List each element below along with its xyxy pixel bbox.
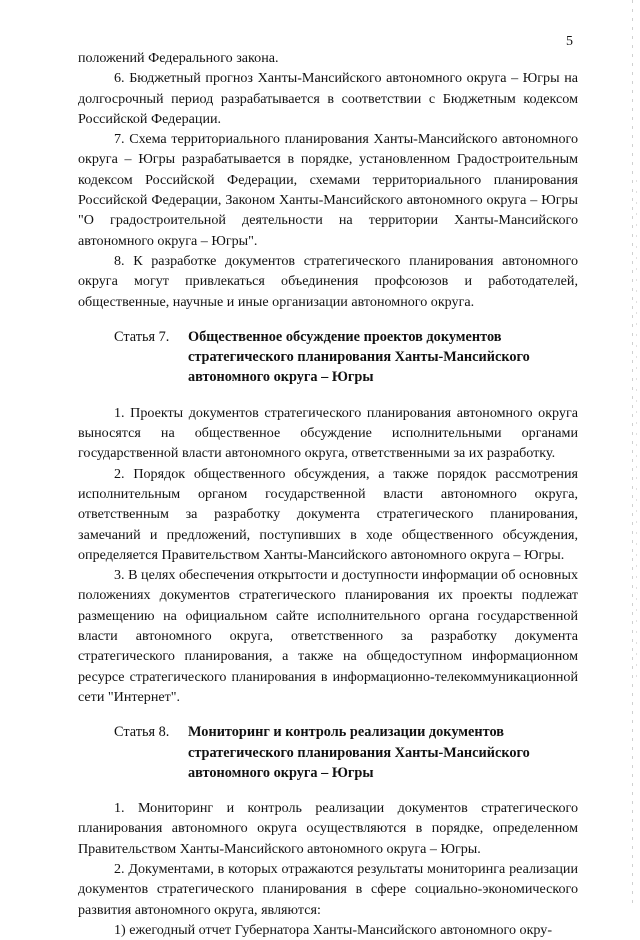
scan-edge-mark-secondary [636,180,637,680]
paragraph-continuation: положений Федерального закона. [78,50,279,66]
article-8-heading [78,722,578,783]
article-8-paragraph-3: 1) ежегодный отчет Губернатора Ханты-Мансийского автономного окру- [114,921,553,938]
article-8-title: Мониторинг и контроль реализации документов стратегического планирования Ханты-Мансийского автономного округа – Югры [188,724,530,781]
article-7-label: Статья 7. [114,328,170,345]
article-7-heading [78,327,578,388]
paragraph-item-8: 8. К разработке документов стратегического планирования автономного округа могут привлекаться объединения профсоюзов и работодателей, общественные, научные и иные организации автономного округа. [78,252,578,310]
article-7-title: Общественное обсуждение проектов документов стратегического планирования Ханты-Мансийского автономного округа – Югры [188,328,530,386]
article-7-paragraph-1: 1. Проекты документов стратегического планирования автономного округа выносятся на общественное обсуждение исполнительными органами государственной власти автономного округа, ответственными за их разработку. [78,404,578,462]
article-8-paragraph-2: 2. Документами, в которых отражаются результаты мониторинга реализации документов стратегического планирования в сфере социально-экономического развития автономного округа, являются: [78,860,578,918]
article-8-paragraph-1: 1. Мониторинг и контроль реализации документов стратегического планирования автономного округа осуществляются в порядке, определенном Правительством Ханты-Мансийского автономного округа – Югры. [78,800,578,857]
article-8-label: Статья 8. [114,724,170,741]
paragraph-item-7: 7. Схема территориального планирования Ханты-Мансийского автономного округа – Югры разрабатывается в порядке, установленном Градостроительным кодексом Российской Федерации, схемами территориального планирования Российской Федерации, Законом Ханты-Мансийского автономного округа – Югры "О градостроительной деятельности на территории Ханты-Мансийского автономного округа – Югры". [78,131,578,249]
article-7-paragraph-2: 2. Порядок общественного обсуждения, а также порядок рассмотрения исполнительным органом государственной власти автономного округа, ответственным за разработку документа стратегического планирования, замечаний и предложений, поступивших в ходе общественного обсуждения, определяется Правительством Ханты-Мансийского автономного округа – Югры. [78,465,578,563]
scan-edge-mark [632,0,633,905]
page-number: 5 [566,34,573,49]
article-7-paragraph-3: 3. В целях обеспечения открытости и доступности информации об основных положениях документов стратегического планирования их проекты подлежат размещению на официальном сайте исполнительного органа государственной власти автономного округа, ответственного за разработку документа стратегического планирования, а также на общедоступном информационном ресурсе стратегического планирования в информационно-телекоммуникационной сети "Интернет". [78,567,578,705]
document-body [78,48,578,940]
paragraph-item-6: 6. Бюджетный прогноз Ханты-Мансийского автономного округа – Югры на долгосрочный период разрабатывается в соответствии с Бюджетным кодексом Российской Федерации. [78,70,578,127]
